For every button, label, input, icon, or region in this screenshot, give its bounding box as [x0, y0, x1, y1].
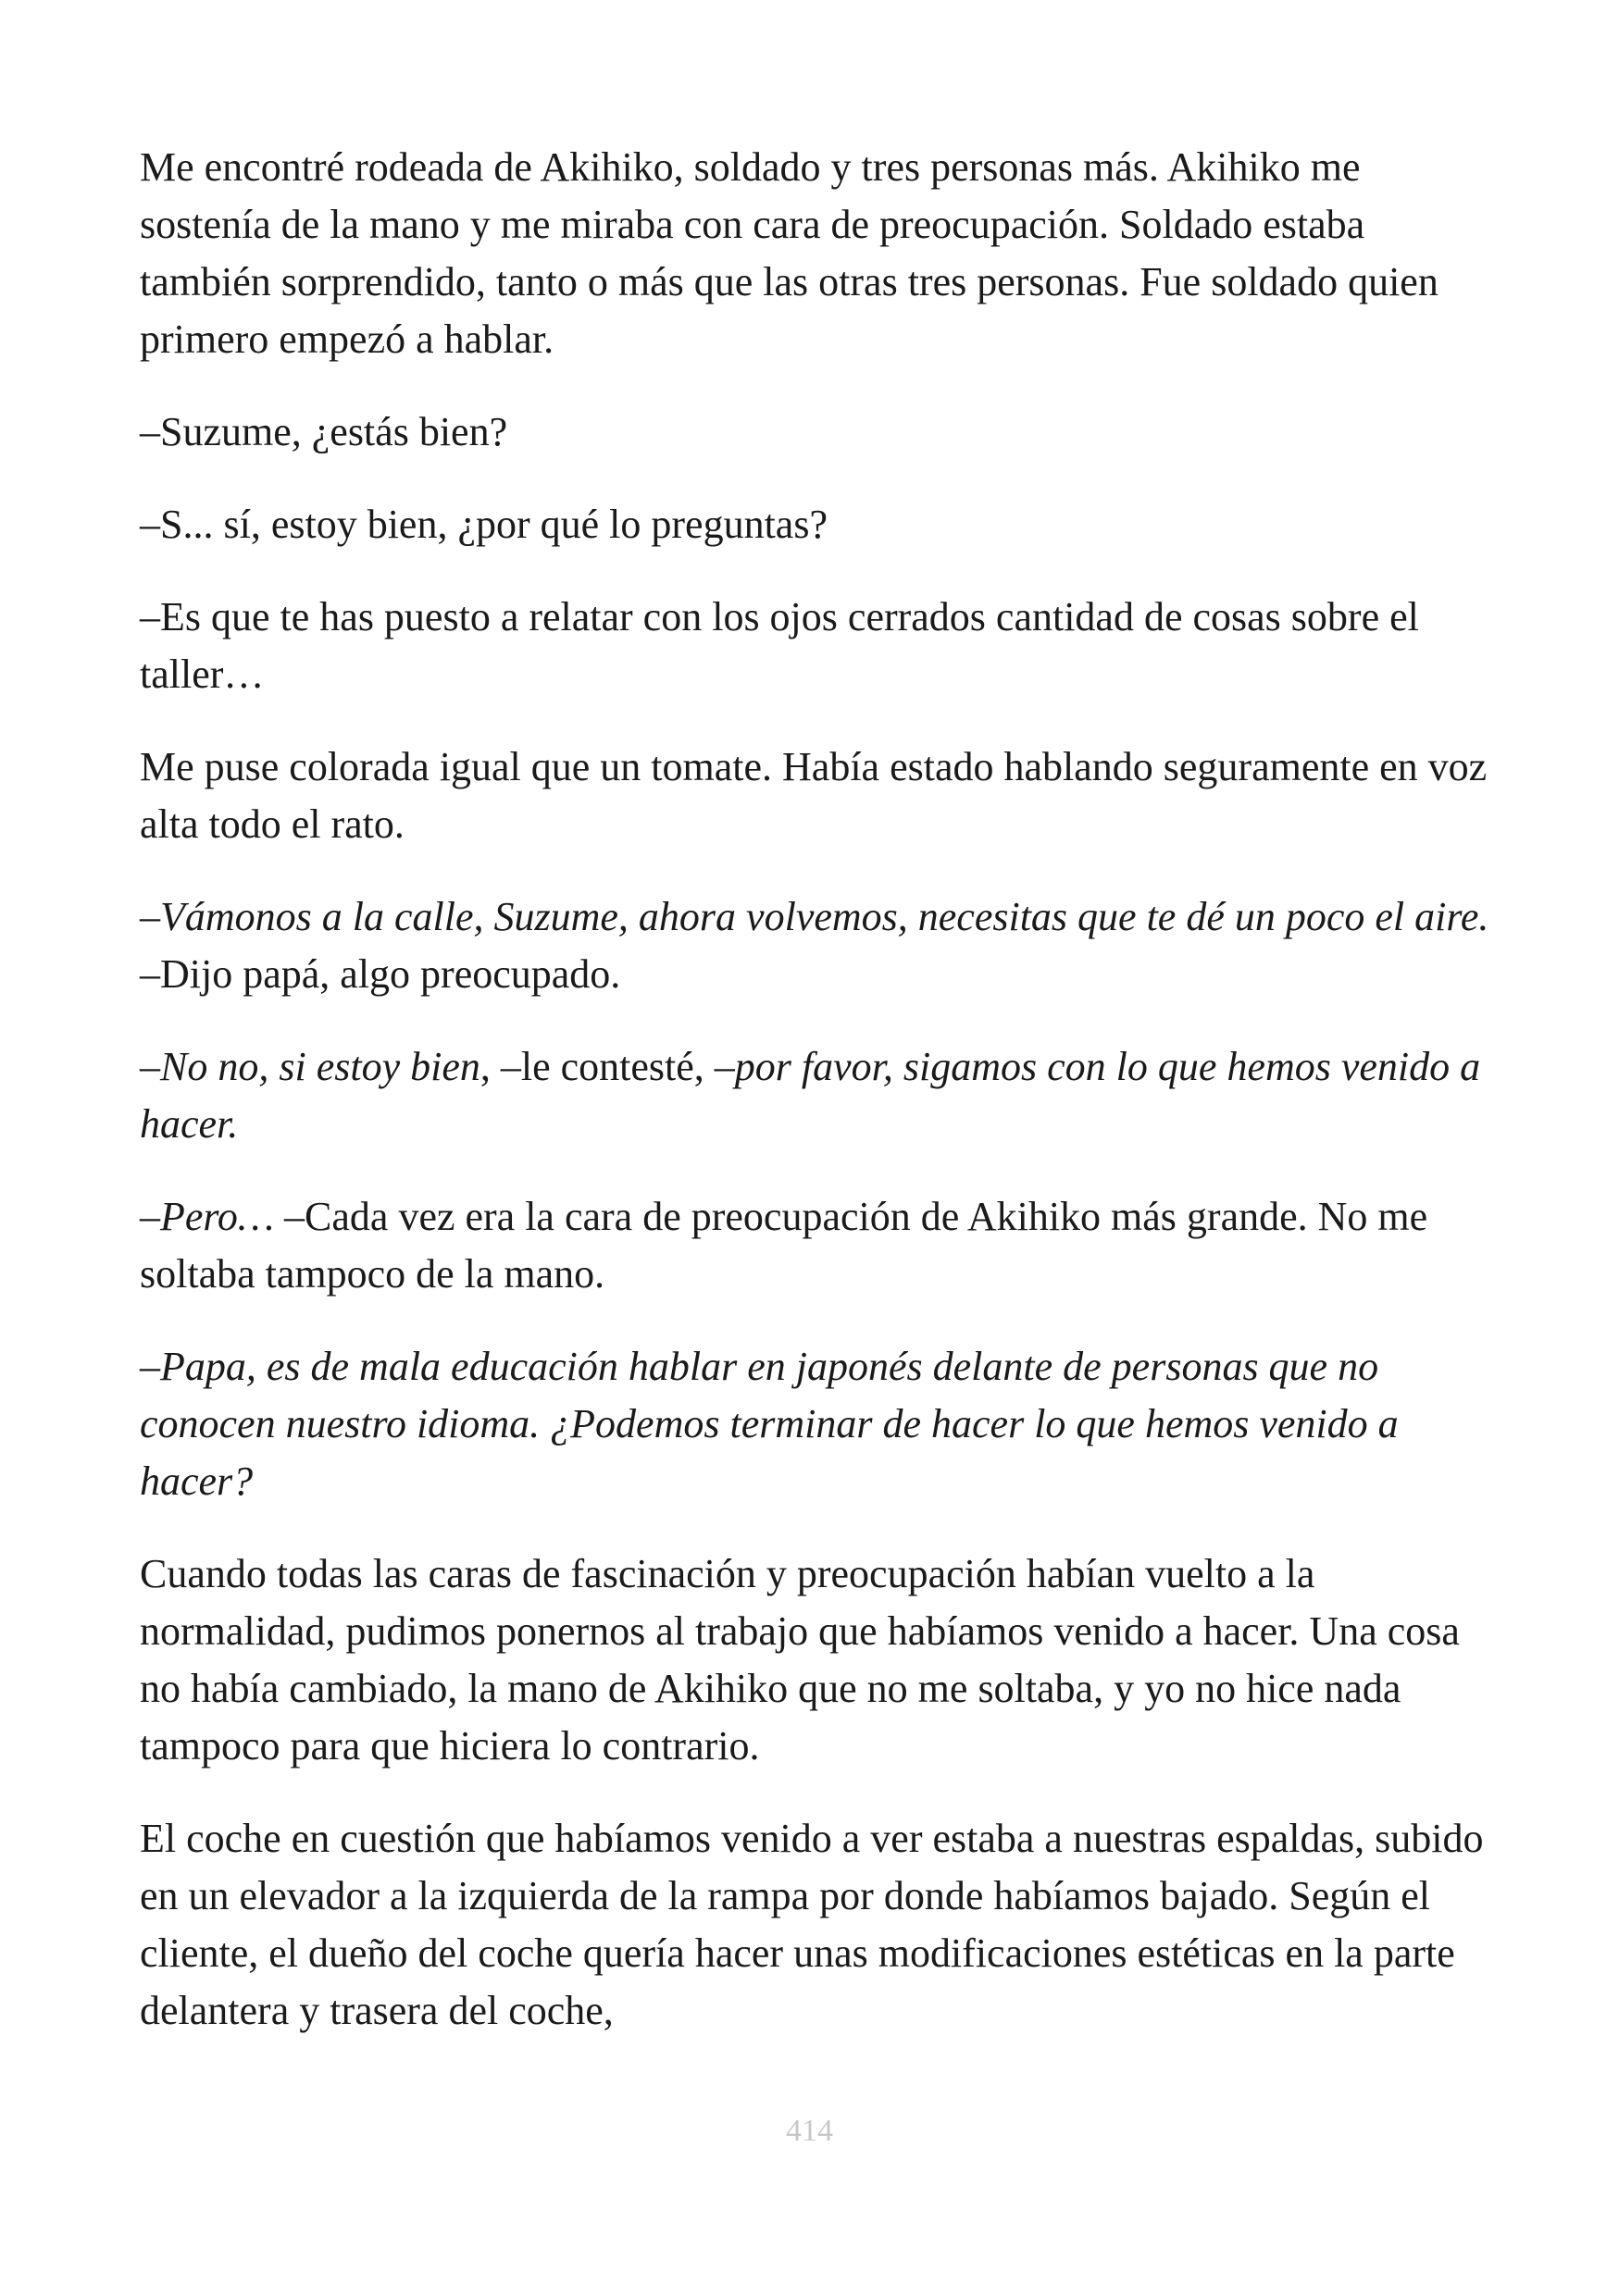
- dialogue-line: [140, 888, 1491, 1003]
- text-segment: –Dijo papá, algo preocupado.: [140, 951, 621, 997]
- text-segment: Me puse colorada igual que un tomate. Había estado hablando seguramente en voz alta todo el rato.: [140, 744, 1488, 847]
- text-segment: El coche en cuestión que habíamos venido a ver estaba a nuestras espaldas, subido en un elevador a la izquierda de la rampa por donde habíamos bajado. Según el cliente, el dueño del coche quería hacer unas modificaciones estéticas en la parte delantera y trasera del coche,: [140, 1816, 1484, 2033]
- dialogue-line: [140, 1338, 1491, 1510]
- text-segment: –: [140, 1344, 160, 1389]
- text-segment: –: [140, 894, 160, 939]
- paragraph: [140, 1545, 1491, 1775]
- text-segment: –: [140, 1194, 160, 1239]
- page-number: 414: [786, 2114, 833, 2148]
- dialogue-line: [140, 1188, 1491, 1303]
- text-segment: Me encontré rodeada de Akihiko, soldado y tres personas más. Akihiko me sostenía de la mano y me miraba con cara de preocupación. Soldado estaba también sorprendido, tanto o más que las otras tres personas. Fue soldado quien primero empezó a hablar.: [140, 144, 1438, 362]
- dialogue-line: [140, 589, 1491, 703]
- text-segment: –Suzume, ¿estás bien?: [140, 409, 508, 454]
- text-segment: –Cada vez era la cara de preocupación de Akihiko más grande. No me soltaba tampoco de la mano.: [140, 1194, 1428, 1297]
- paragraph: [140, 139, 1491, 368]
- text-segment: –Es que te has puesto a relatar con los ojos cerrados cantidad de cosas sobre el taller…: [140, 594, 1419, 697]
- paragraph: [140, 1810, 1491, 2040]
- italic-text-segment: No no, si estoy bien: [160, 1044, 480, 1089]
- italic-text-segment: Vámonos a la calle, Suzume, ahora volvemos, necesitas que te dé un poco el aire.: [160, 894, 1489, 939]
- paragraph: [140, 738, 1491, 853]
- dialogue-line: [140, 496, 1491, 553]
- text-segment: –: [140, 1044, 160, 1089]
- italic-text-segment: Pero…: [160, 1194, 275, 1239]
- text-segment: Cuando todas las caras de fascinación y preocupación habían vuelto a la normalidad, pudimos ponernos al trabajo que habíamos venido a hacer. Una cosa no había cambiado, la mano de Akihiko que no me soltaba, y yo no hice nada tampoco para que hiciera lo contrario.: [140, 1551, 1460, 1769]
- dialogue-line: [140, 403, 1491, 461]
- text-segment: –S... sí, estoy bien, ¿por qué lo preguntas?: [140, 502, 828, 547]
- dialogue-line: [140, 1038, 1491, 1153]
- italic-text-segment: Papa, es de mala educación hablar en japonés delante de personas que no conocen nuestro idioma. ¿Podemos terminar de hacer lo que hemos venido a hacer?: [140, 1344, 1399, 1504]
- italic-text-segment: –por favor, sigamos con lo que hemos venido a hacer.: [140, 1044, 1481, 1147]
- text-segment: , –le contesté,: [479, 1044, 715, 1089]
- page-body: [140, 139, 1491, 2075]
